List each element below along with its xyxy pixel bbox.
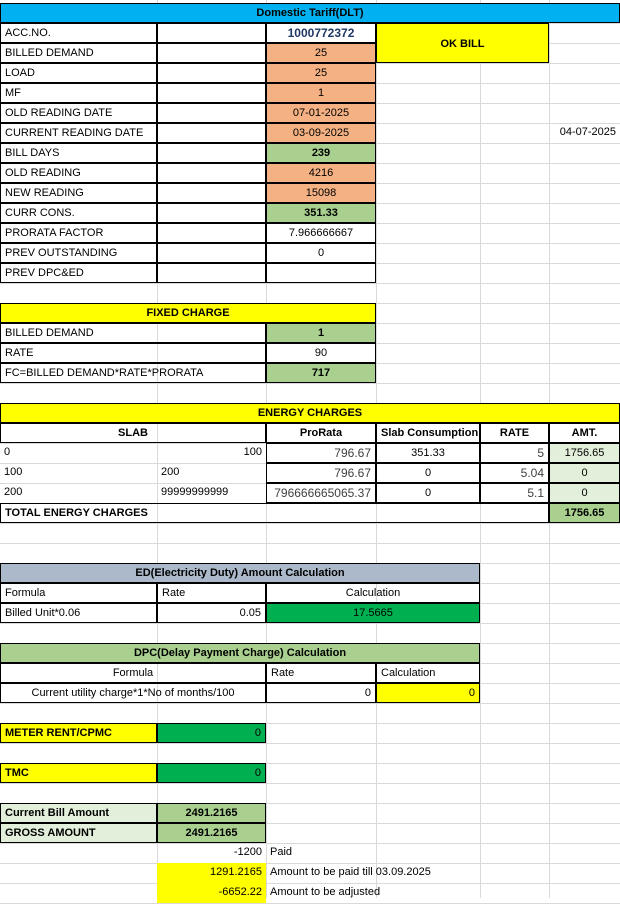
slab-prorata: 796.67 bbox=[266, 443, 376, 463]
bill-info-value[interactable]: 25 bbox=[266, 43, 376, 63]
dpc-calc-header: Calculation bbox=[376, 663, 480, 683]
blank-cell bbox=[157, 103, 266, 123]
fixed-charge-value[interactable]: 90 bbox=[266, 343, 376, 363]
bill-info-label: CURR CONS. bbox=[0, 203, 157, 223]
ed-calc-header: Calculation bbox=[266, 583, 480, 603]
bill-info-value[interactable]: 03-09-2025 bbox=[266, 123, 376, 143]
blank-cell bbox=[157, 143, 266, 163]
current-bill-label: Current Bill Amount bbox=[0, 803, 157, 823]
bill-info-label: BILLED DEMAND bbox=[0, 43, 157, 63]
bill-info-value[interactable]: 1000772372 bbox=[266, 23, 376, 43]
slab-from: 0 bbox=[4, 446, 11, 458]
bill-info-value[interactable]: 351.33 bbox=[266, 203, 376, 223]
sheet-title: Domestic Tariff(DLT) bbox=[0, 3, 620, 23]
blank-cell bbox=[157, 223, 266, 243]
bill-info-value[interactable]: 07-01-2025 bbox=[266, 103, 376, 123]
ed-formula: Billed Unit*0.06 bbox=[0, 603, 157, 623]
slab-to: 200 bbox=[161, 466, 180, 478]
blank-cell bbox=[157, 43, 266, 63]
meter-rent-value[interactable]: 0 bbox=[157, 723, 266, 743]
fixed-charge-header: FIXED CHARGE bbox=[0, 303, 376, 323]
total-energy-value[interactable]: 1756.65 bbox=[549, 503, 620, 523]
slab-consumption: 0 bbox=[376, 463, 480, 483]
dpc-rate[interactable]: 0 bbox=[266, 683, 376, 703]
ed-header: ED(Electricity Duty) Amount Calculation bbox=[0, 563, 480, 583]
bill-info-label: LOAD bbox=[0, 63, 157, 83]
bill-info-label: ACC.NO. bbox=[0, 23, 157, 43]
bill-info-value[interactable]: 1 bbox=[266, 83, 376, 103]
total-energy-label: TOTAL ENERGY CHARGES bbox=[0, 503, 549, 523]
gross-amount-label: GROSS AMOUNT bbox=[0, 823, 157, 843]
dpc-formula-header: Formula bbox=[0, 663, 266, 683]
current-bill-value[interactable]: 2491.2165 bbox=[157, 803, 266, 823]
slab-rate: 5.04 bbox=[480, 463, 549, 483]
slab-to: 99999999999 bbox=[161, 486, 229, 498]
blank-cell bbox=[157, 203, 266, 223]
blank-cell bbox=[157, 263, 266, 283]
bill-info-label: OLD READING bbox=[0, 163, 157, 183]
bill-info-label: CURRENT READING DATE bbox=[0, 123, 157, 143]
bill-info-value[interactable]: 25 bbox=[266, 63, 376, 83]
bill-info-label: BILL DAYS bbox=[0, 143, 157, 163]
slab-prorata: 796666665065.37 bbox=[266, 483, 376, 503]
bill-info-label: PREV OUTSTANDING bbox=[0, 243, 157, 263]
gridline-horizontal bbox=[0, 743, 620, 744]
slab-from: 100 bbox=[4, 466, 23, 478]
dpc-formula: Current utility charge*1*No of months/100 bbox=[0, 683, 266, 703]
bill-info-label: MF bbox=[0, 83, 157, 103]
dpc-calculation[interactable]: 0 bbox=[376, 683, 480, 703]
gross-amount-value[interactable]: 2491.2165 bbox=[157, 823, 266, 843]
slab-consumption: 0 bbox=[376, 483, 480, 503]
payment-value[interactable]: -1200 bbox=[233, 846, 262, 858]
ed-formula-header: Formula bbox=[0, 583, 157, 603]
dpc-header: DPC(Delay Payment Charge) Calculation bbox=[0, 643, 480, 663]
energy-charges-header: ENERGY CHARGES bbox=[0, 403, 620, 423]
slab-from: 200 bbox=[4, 486, 23, 498]
slab-rate: 5 bbox=[480, 443, 549, 463]
column-header-rate: RATE bbox=[480, 423, 549, 443]
slab-prorata: 796.67 bbox=[266, 463, 376, 483]
blank-cell bbox=[157, 243, 266, 263]
gridline-horizontal bbox=[0, 523, 620, 524]
gridline-horizontal bbox=[0, 383, 620, 384]
gridline-horizontal bbox=[0, 623, 620, 624]
column-header-slab-consumption: Slab Consumption bbox=[376, 423, 480, 443]
bill-info-value[interactable]: 7.966666667 bbox=[266, 223, 376, 243]
fixed-charge-label: FC=BILLED DEMAND*RATE*PRORATA bbox=[0, 363, 266, 383]
slab-amount[interactable]: 0 bbox=[549, 483, 620, 503]
fixed-charge-value[interactable]: 717 bbox=[266, 363, 376, 383]
gridline-horizontal bbox=[0, 703, 620, 704]
blank-cell bbox=[157, 123, 266, 143]
bill-status-badge: OK BILL bbox=[376, 23, 549, 63]
gridline-horizontal bbox=[0, 543, 620, 544]
ed-rate[interactable]: 0.05 bbox=[157, 603, 266, 623]
fixed-charge-value[interactable]: 1 bbox=[266, 323, 376, 343]
slab-amount[interactable]: 0 bbox=[549, 463, 620, 483]
tmc-label: TMC bbox=[0, 763, 157, 783]
slab-consumption: 351.33 bbox=[376, 443, 480, 463]
column-header-prorata: ProRata bbox=[266, 423, 376, 443]
bill-info-value[interactable]: 0 bbox=[266, 243, 376, 263]
bill-info-label: OLD READING DATE bbox=[0, 103, 157, 123]
gridline-horizontal bbox=[0, 783, 620, 784]
tmc-value[interactable]: 0 bbox=[157, 763, 266, 783]
meter-rent-label: METER RENT/CPMC bbox=[0, 723, 157, 743]
dpc-rate-header: Rate bbox=[266, 663, 376, 683]
side-date: 04-07-2025 bbox=[559, 126, 616, 138]
bill-info-value[interactable] bbox=[266, 263, 376, 283]
fixed-charge-label: BILLED DEMAND bbox=[0, 323, 266, 343]
payment-note: Amount to be adjusted bbox=[270, 886, 381, 898]
blank-cell bbox=[157, 163, 266, 183]
column-header-amount: AMT. bbox=[549, 423, 620, 443]
blank-cell bbox=[157, 23, 266, 43]
bill-info-label: PRORATA FACTOR bbox=[0, 223, 157, 243]
blank-cell bbox=[157, 63, 266, 83]
payment-value[interactable]: 1291.2165 bbox=[157, 863, 266, 883]
bill-info-value[interactable]: 15098 bbox=[266, 183, 376, 203]
slab-rate: 5.1 bbox=[480, 483, 549, 503]
payment-value[interactable]: -6652.22 bbox=[157, 883, 266, 903]
ed-calculation[interactable]: 17.5665 bbox=[266, 603, 480, 623]
bill-info-label: NEW READING bbox=[0, 183, 157, 203]
blank-cell bbox=[157, 183, 266, 203]
ed-rate-header: Rate bbox=[157, 583, 266, 603]
blank-cell bbox=[157, 83, 266, 103]
bill-info-value[interactable]: 239 bbox=[266, 143, 376, 163]
bill-info-label: PREV DPC&ED bbox=[0, 263, 157, 283]
payment-note: Amount to be paid till 03.09.2025 bbox=[270, 866, 431, 878]
payment-note: Paid bbox=[270, 846, 293, 858]
gridline-horizontal bbox=[0, 283, 620, 284]
slab-amount[interactable]: 1756.65 bbox=[549, 443, 620, 463]
slab-to: 100 bbox=[243, 446, 262, 458]
fixed-charge-label: RATE bbox=[0, 343, 266, 363]
column-header-slab: SLAB bbox=[0, 423, 266, 443]
bill-info-value[interactable]: 4216 bbox=[266, 163, 376, 183]
